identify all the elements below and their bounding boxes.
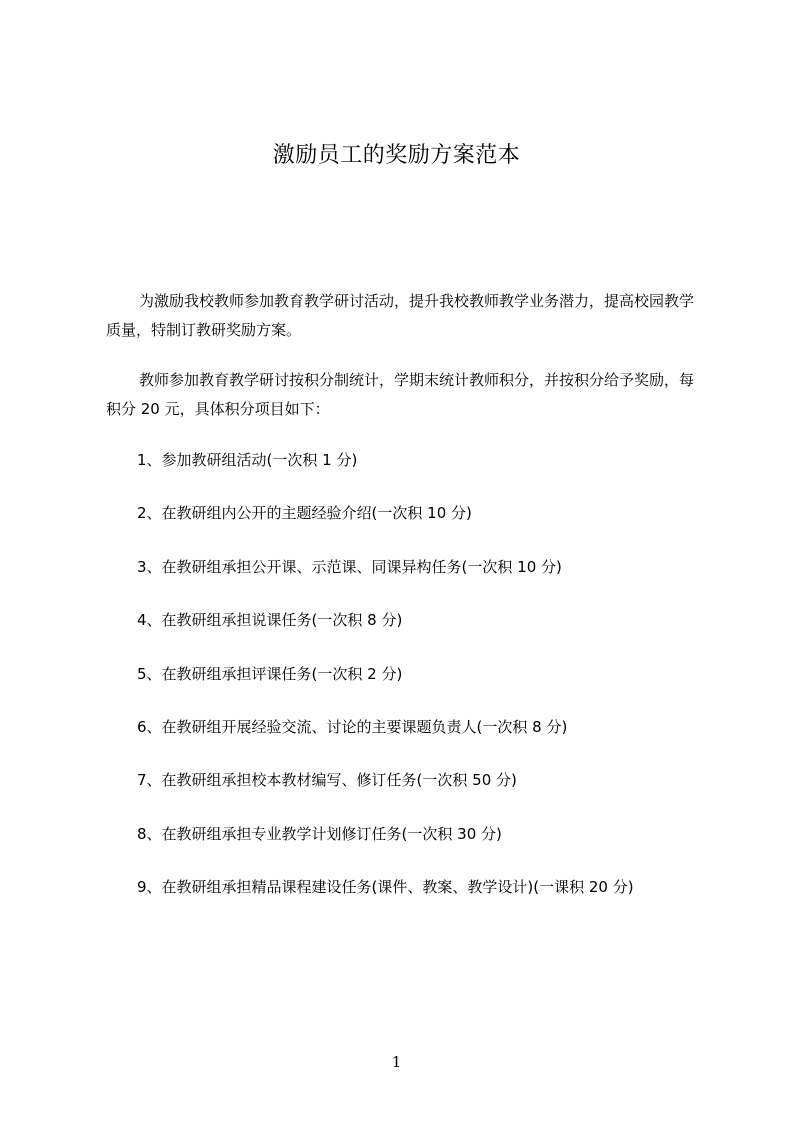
list-item: 5、在教研组承担评课任务(一次积 2 分) <box>137 664 403 683</box>
list-item: 3、在教研组承担公开课、示范课、同课异构任务(一次积 10 分) <box>137 557 562 576</box>
document-title: 激励员工的奖励方案范本 <box>272 143 521 168</box>
list-item: 8、在教研组承担专业教学计划修订任务(一次积 30 分) <box>137 824 502 843</box>
list-item: 1、参加教研组活动(一次积 1 分) <box>137 451 358 469</box>
list-item: 2、在教研组内公开的主题经验介绍(一次积 10 分) <box>137 504 472 523</box>
intro-paragraph: 为激励我校教师参加教育教学研讨活动，提升我校教师教学业务潜力，提高校园教学质量，特制订教研奖励方案。 <box>106 292 695 339</box>
list-item: 7、在教研组承担校本教材编写、修订任务(一次积 50 分) <box>137 771 517 790</box>
list-item: 6、在教研组开展经验交流、讨论的主要课题负责人(一次积 8 分) <box>137 717 568 736</box>
scoring-paragraph: 教师参加教育教学研讨按积分制统计，学期末统计教师积分，并按积分给予奖励，每积分 20 元，具体积分项目如下： <box>106 371 695 418</box>
scoring-items-list <box>137 445 634 926</box>
page-number: 1 <box>391 1053 402 1071</box>
list-item: 9、在教研组承担精品课程建设任务(课件、教案、教学设计)(一课积 20 分) <box>137 878 634 897</box>
list-item: 4、在教研组承担说课任务(一次积 8 分) <box>137 611 403 630</box>
